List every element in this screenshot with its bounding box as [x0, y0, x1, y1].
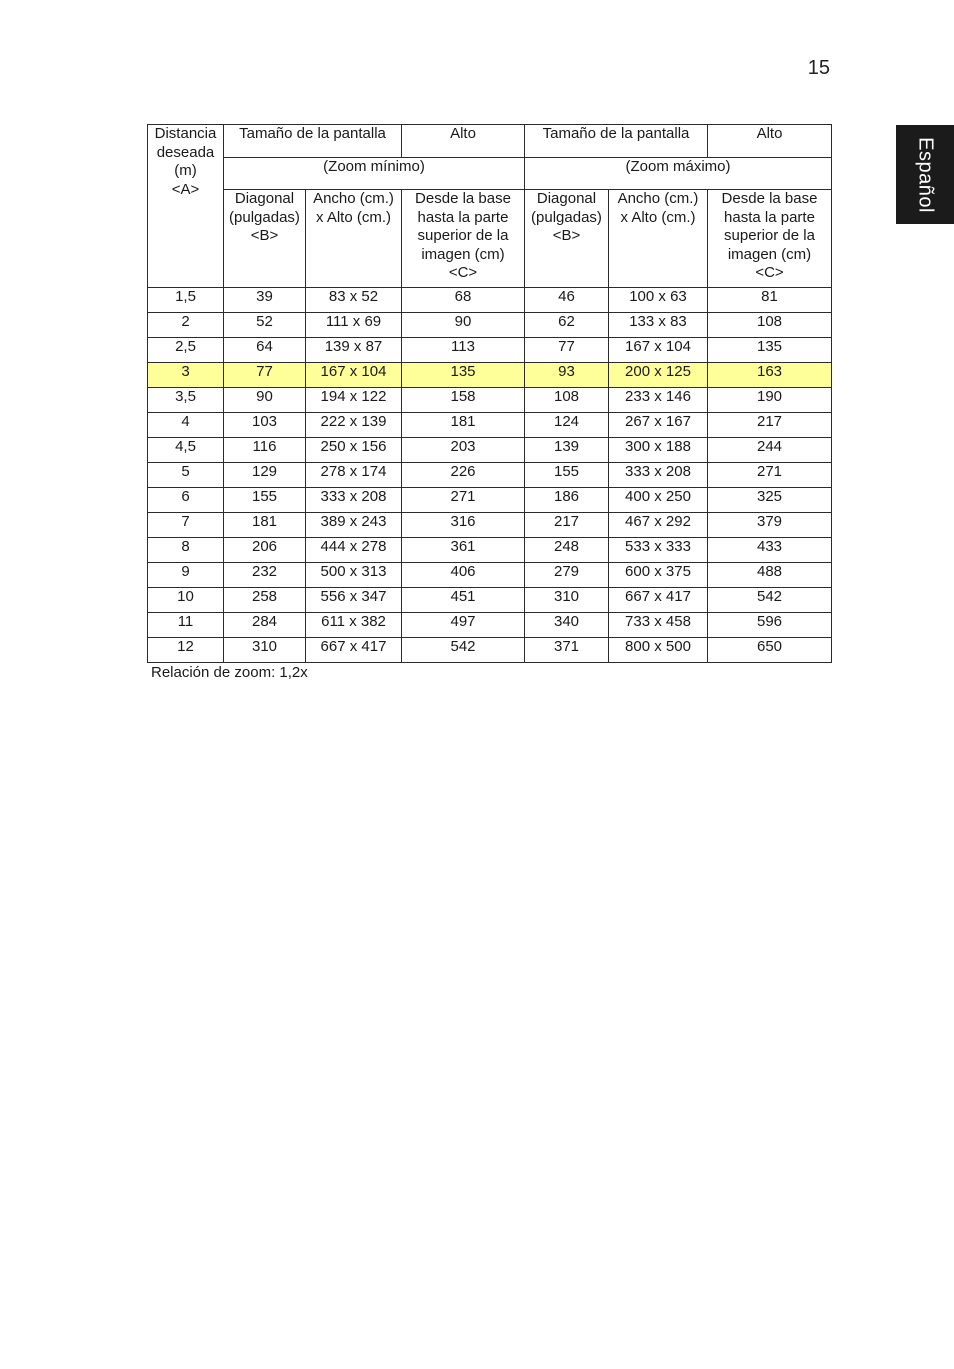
- table-cell: 406: [402, 563, 525, 588]
- table-cell: 451: [402, 588, 525, 613]
- header-height-max: Alto: [708, 125, 832, 158]
- table-cell: 1,5: [148, 288, 224, 313]
- table-cell: 2,5: [148, 338, 224, 363]
- table-row: [148, 463, 832, 488]
- table-cell: 217: [708, 413, 832, 438]
- table-cell: 497: [402, 613, 525, 638]
- table-cell: 3,5: [148, 388, 224, 413]
- table-cell: 542: [402, 638, 525, 663]
- table-cell: 371: [525, 638, 609, 663]
- table-cell: 300 x 188: [609, 438, 708, 463]
- table-cell: 167 x 104: [306, 363, 402, 388]
- header-diagonal-min: Diagonal (pulgadas) <B>: [224, 190, 306, 288]
- table-cell: 194 x 122: [306, 388, 402, 413]
- table-cell: 800 x 500: [609, 638, 708, 663]
- table-cell: 8: [148, 538, 224, 563]
- table-cell: 222 x 139: [306, 413, 402, 438]
- table-cell: 3: [148, 363, 224, 388]
- table-cell: 488: [708, 563, 832, 588]
- table-cell: 7: [148, 513, 224, 538]
- table-cell: 62: [525, 313, 609, 338]
- header-diagonal-max: Diagonal (pulgadas) <B>: [525, 190, 609, 288]
- table-row: [148, 588, 832, 613]
- language-tab: [896, 125, 954, 224]
- table-cell: 611 x 382: [306, 613, 402, 638]
- table-cell: 533 x 333: [609, 538, 708, 563]
- table-cell: 340: [525, 613, 609, 638]
- table-cell: 108: [708, 313, 832, 338]
- table-cell: 271: [402, 488, 525, 513]
- table-cell: 433: [708, 538, 832, 563]
- table-row: [148, 388, 832, 413]
- table-cell: 186: [525, 488, 609, 513]
- table-cell: 233 x 146: [609, 388, 708, 413]
- header-zoom-min: (Zoom mínimo): [224, 158, 525, 190]
- table-row: [148, 613, 832, 638]
- table-cell: 333 x 208: [306, 488, 402, 513]
- table-cell: 111 x 69: [306, 313, 402, 338]
- table-cell: 83 x 52: [306, 288, 402, 313]
- table-cell: 93: [525, 363, 609, 388]
- header-screen-size-min: Tamaño de la pantalla: [224, 125, 402, 158]
- table-cell: 52: [224, 313, 306, 338]
- table-row: [148, 363, 832, 388]
- table-cell: 103: [224, 413, 306, 438]
- table-cell: 158: [402, 388, 525, 413]
- table-cell: 90: [402, 313, 525, 338]
- table-cell: 284: [224, 613, 306, 638]
- table-cell: 77: [525, 338, 609, 363]
- header-width-height-min: Ancho (cm.) x Alto (cm.): [306, 190, 402, 288]
- table-cell: 244: [708, 438, 832, 463]
- table-row: [148, 313, 832, 338]
- table-row: [148, 488, 832, 513]
- table-cell: 250 x 156: [306, 438, 402, 463]
- table-cell: 135: [708, 338, 832, 363]
- table-cell: 596: [708, 613, 832, 638]
- table-cell: 232: [224, 563, 306, 588]
- table-cell: 400 x 250: [609, 488, 708, 513]
- table-cell: 181: [402, 413, 525, 438]
- table-cell: 167 x 104: [609, 338, 708, 363]
- table-cell: 5: [148, 463, 224, 488]
- table-cell: 64: [224, 338, 306, 363]
- language-tab-label: Español: [914, 136, 937, 213]
- table-cell: 203: [402, 438, 525, 463]
- table-cell: 467 x 292: [609, 513, 708, 538]
- table-cell: 600 x 375: [609, 563, 708, 588]
- header-distance: Distancia deseada (m) <A>: [148, 125, 224, 288]
- table-cell: 226: [402, 463, 525, 488]
- table-cell: 81: [708, 288, 832, 313]
- table-cell: 124: [525, 413, 609, 438]
- table-cell: 542: [708, 588, 832, 613]
- table-cell: 46: [525, 288, 609, 313]
- header-base-to-top-min: Desde la base hasta la parte superior de la imagen (cm) <C>: [402, 190, 525, 288]
- table-row: [148, 638, 832, 663]
- table-cell: 667 x 417: [609, 588, 708, 613]
- header-width-height-max: Ancho (cm.) x Alto (cm.): [609, 190, 708, 288]
- table-cell: 325: [708, 488, 832, 513]
- table-cell: 361: [402, 538, 525, 563]
- table-cell: 155: [224, 488, 306, 513]
- table-cell: 500 x 313: [306, 563, 402, 588]
- table-cell: 2: [148, 313, 224, 338]
- table-cell: 310: [525, 588, 609, 613]
- table-cell: 10: [148, 588, 224, 613]
- table-cell: 6: [148, 488, 224, 513]
- header-base-to-top-max: Desde la base hasta la parte superior de la imagen (cm) <C>: [708, 190, 832, 288]
- table-cell: 650: [708, 638, 832, 663]
- table-cell: 139: [525, 438, 609, 463]
- table-cell: 267 x 167: [609, 413, 708, 438]
- table-cell: 379: [708, 513, 832, 538]
- table-cell: 279: [525, 563, 609, 588]
- table-cell: 163: [708, 363, 832, 388]
- table-cell: 316: [402, 513, 525, 538]
- table-cell: 113: [402, 338, 525, 363]
- zoom-ratio-note: Relación de zoom: 1,2x: [151, 664, 308, 681]
- table-cell: 248: [525, 538, 609, 563]
- table-cell: 667 x 417: [306, 638, 402, 663]
- table-cell: 155: [525, 463, 609, 488]
- table-cell: 278 x 174: [306, 463, 402, 488]
- table-cell: 333 x 208: [609, 463, 708, 488]
- page-number: 15: [807, 57, 830, 79]
- table-row: [148, 563, 832, 588]
- header-height-min: Alto: [402, 125, 525, 158]
- table-cell: 206: [224, 538, 306, 563]
- table-cell: 310: [224, 638, 306, 663]
- table-cell: 129: [224, 463, 306, 488]
- table-cell: 9: [148, 563, 224, 588]
- table-row: [148, 538, 832, 563]
- table-row: [148, 513, 832, 538]
- table-cell: 4,5: [148, 438, 224, 463]
- table-cell: 258: [224, 588, 306, 613]
- header-zoom-max: (Zoom máximo): [525, 158, 832, 190]
- table-cell: 733 x 458: [609, 613, 708, 638]
- table-cell: 116: [224, 438, 306, 463]
- table-cell: 190: [708, 388, 832, 413]
- table-cell: 271: [708, 463, 832, 488]
- table-cell: 200 x 125: [609, 363, 708, 388]
- table-cell: 139 x 87: [306, 338, 402, 363]
- table-cell: 4: [148, 413, 224, 438]
- table-cell: 133 x 83: [609, 313, 708, 338]
- table-row: [148, 288, 832, 313]
- table-row: [148, 413, 832, 438]
- table-cell: 217: [525, 513, 609, 538]
- table-cell: 100 x 63: [609, 288, 708, 313]
- table-cell: 90: [224, 388, 306, 413]
- table-cell: 77: [224, 363, 306, 388]
- table-row: [148, 338, 832, 363]
- table-cell: 12: [148, 638, 224, 663]
- table-row: [148, 438, 832, 463]
- table-cell: 389 x 243: [306, 513, 402, 538]
- table-cell: 68: [402, 288, 525, 313]
- table-cell: 11: [148, 613, 224, 638]
- table-cell: 444 x 278: [306, 538, 402, 563]
- table-cell: 39: [224, 288, 306, 313]
- header-screen-size-max: Tamaño de la pantalla: [525, 125, 708, 158]
- table-cell: 108: [525, 388, 609, 413]
- projection-distance-table: [147, 124, 832, 663]
- table-cell: 556 x 347: [306, 588, 402, 613]
- table-cell: 135: [402, 363, 525, 388]
- table-body: [148, 288, 832, 663]
- table-cell: 181: [224, 513, 306, 538]
